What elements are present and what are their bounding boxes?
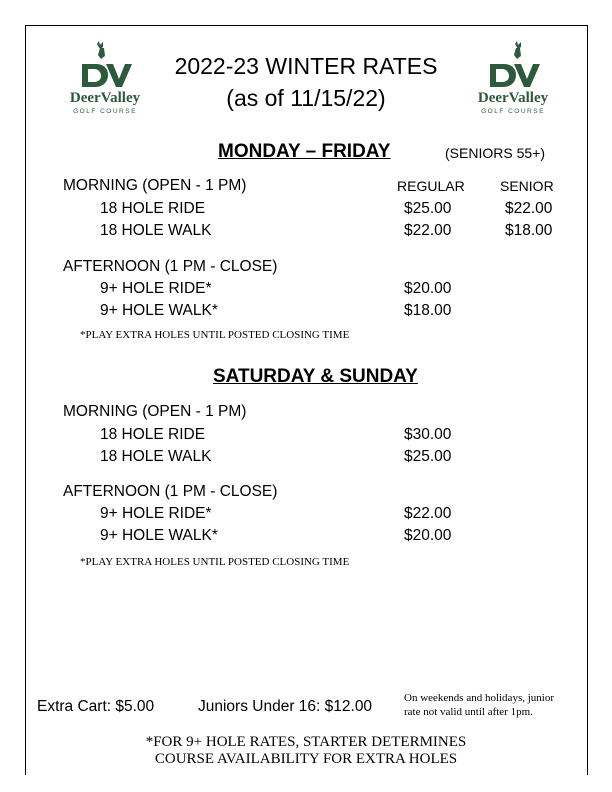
rate-regular: $25.00	[404, 448, 452, 465]
weekend-footnote: *PLAY EXTRA HOLES UNTIL POSTED CLOSING TIME	[80, 556, 350, 568]
col-regular-header: REGULAR	[397, 178, 465, 194]
junior-note-line2: rate not valid until after 1pm.	[404, 706, 533, 718]
page-title-line1: 2022-23 WINTER RATES	[174, 53, 438, 79]
rate-regular: $20.00	[404, 280, 452, 297]
rate-name: 9+ HOLE WALK*	[100, 302, 218, 319]
extra-cart-price: Extra Cart: $5.00	[37, 698, 155, 715]
logo-brand-text: DeerValley	[69, 90, 141, 106]
seniors-note: (SENIORS 55+)	[445, 145, 545, 161]
page-title-line2: (as of 11/15/22)	[226, 85, 386, 111]
rate-regular: $22.00	[404, 505, 452, 522]
deer-valley-logo-right	[458, 40, 568, 120]
weekday-footnote: *PLAY EXTRA HOLES UNTIL POSTED CLOSING TIME	[80, 329, 350, 341]
logo-sub-text: GOLF COURSE	[73, 108, 137, 115]
rate-name: 18 HOLE WALK	[100, 448, 212, 465]
weekend-heading: SATURDAY & SUNDAY	[213, 366, 418, 387]
rate-regular: $30.00	[404, 426, 452, 443]
logo-brand-text: DeerValley	[477, 90, 549, 106]
rate-regular: $25.00	[404, 200, 452, 217]
starter-note-line1: *FOR 9+ HOLE RATES, STARTER DETERMINES	[145, 734, 467, 750]
deer-dv-emblem-icon	[458, 40, 568, 92]
rate-regular: $20.00	[404, 527, 452, 544]
rate-regular: $18.00	[404, 302, 452, 319]
col-senior-header: SENIOR	[500, 178, 554, 194]
deer-valley-logo-left	[50, 40, 160, 120]
page-border	[25, 25, 588, 775]
weekday-afternoon-label: AFTERNOON (1 PM - CLOSE)	[63, 258, 278, 275]
rate-name: 18 HOLE RIDE	[100, 426, 206, 443]
weekend-morning-label: MORNING (OPEN - 1 PM)	[63, 403, 247, 420]
weekday-heading: MONDAY – FRIDAY	[218, 141, 391, 162]
rate-name: 9+ HOLE RIDE*	[100, 505, 212, 522]
weekday-morning-label: MORNING (OPEN - 1 PM)	[63, 177, 247, 194]
weekend-afternoon-label: AFTERNOON (1 PM - CLOSE)	[63, 483, 278, 500]
rate-senior: $18.00	[505, 222, 553, 239]
logo-sub-text: GOLF COURSE	[481, 108, 545, 115]
rate-name: 18 HOLE RIDE	[100, 200, 206, 217]
deer-dv-emblem-icon	[50, 40, 160, 92]
rate-name: 9+ HOLE WALK*	[100, 527, 218, 544]
rate-regular: $22.00	[404, 222, 452, 239]
rate-name: 9+ HOLE RIDE*	[100, 280, 212, 297]
starter-note-line2: COURSE AVAILABILITY FOR EXTRA HOLES	[154, 751, 458, 767]
rate-senior: $22.00	[505, 200, 553, 217]
junior-note-line1: On weekends and holidays, junior	[404, 692, 554, 704]
juniors-price: Juniors Under 16: $12.00	[198, 698, 373, 715]
rate-name: 18 HOLE WALK	[100, 222, 212, 239]
